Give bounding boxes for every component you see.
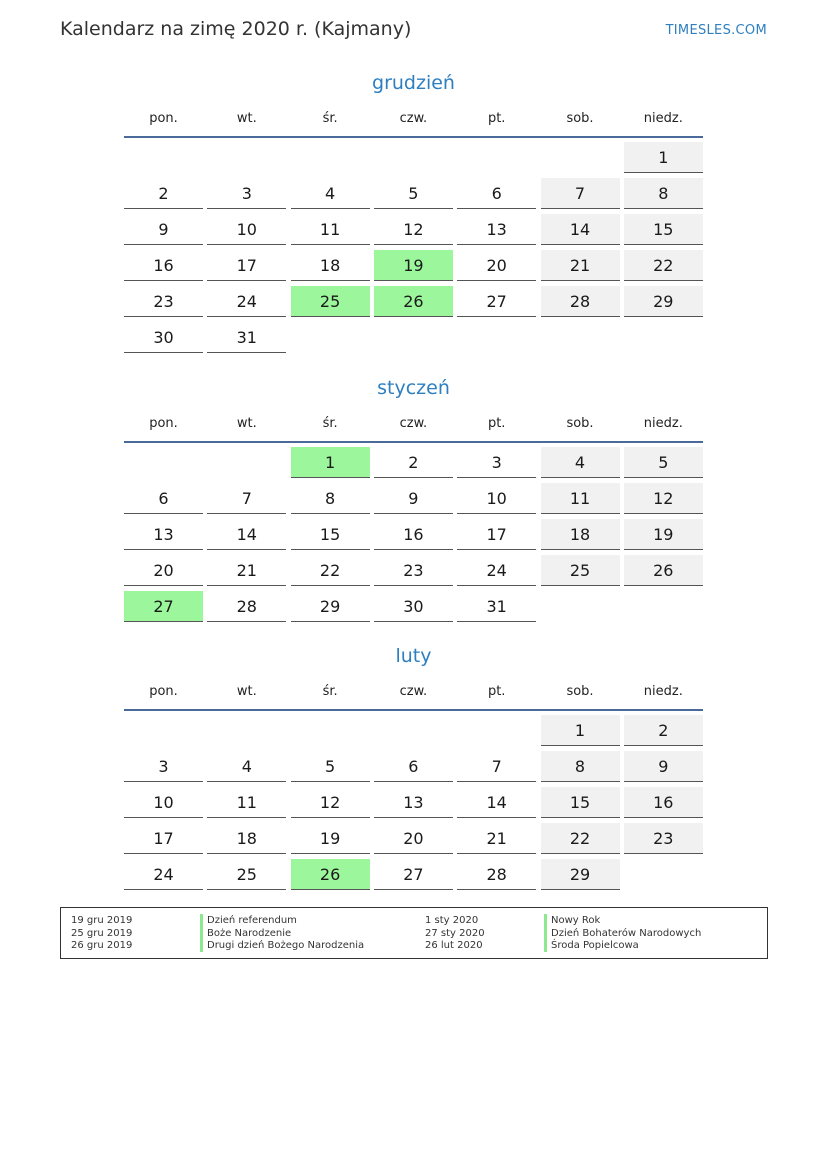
legend-item <box>71 927 411 940</box>
weekday-label: wt. <box>236 416 257 431</box>
day-cell: 9 <box>124 214 203 245</box>
weekday-label: niedz. <box>643 684 683 699</box>
weekday-label: śr. <box>322 684 338 699</box>
day-cell: 24 <box>457 555 536 586</box>
month-block <box>124 375 703 616</box>
day-cell: 13 <box>457 214 536 245</box>
weekday-label: czw. <box>399 416 428 431</box>
day-cell: 9 <box>374 483 453 514</box>
day-cell: 20 <box>124 555 203 586</box>
legend-holiday-name: Dzień referendum <box>200 914 297 927</box>
day-cell: 16 <box>624 787 703 818</box>
day-cell: 3 <box>457 447 536 478</box>
weekday-label: niedz. <box>643 111 683 126</box>
weekday-label: sob. <box>566 416 594 431</box>
day-cell: 22 <box>291 555 370 586</box>
day-cell: 15 <box>291 519 370 550</box>
month-name: styczeń <box>377 377 450 399</box>
day-cell: 21 <box>457 823 536 854</box>
day-cell: 17 <box>124 823 203 854</box>
day-cell: 10 <box>207 214 286 245</box>
day-cell: 9 <box>624 751 703 782</box>
weekday-label: niedz. <box>643 416 683 431</box>
month-name: luty <box>395 645 432 667</box>
day-cell: 21 <box>541 250 620 281</box>
legend-item <box>425 914 765 927</box>
day-cell: 14 <box>541 214 620 245</box>
legend-item <box>425 927 765 940</box>
day-cell: 4 <box>291 178 370 209</box>
day-cell: 12 <box>291 787 370 818</box>
weekday-header <box>124 407 703 443</box>
day-cell: 10 <box>124 787 203 818</box>
day-cell: 31 <box>457 591 536 622</box>
legend-item <box>71 914 411 927</box>
day-cell: 5 <box>624 447 703 478</box>
day-cell: 4 <box>541 447 620 478</box>
weekday-label: wt. <box>236 111 257 126</box>
day-cell: 13 <box>124 519 203 550</box>
weekday-label: pon. <box>149 111 178 126</box>
weekday-label: śr. <box>322 416 338 431</box>
legend-date: 25 gru 2019 <box>71 927 133 939</box>
weekday-label: pt. <box>487 684 506 699</box>
legend-date: 19 gru 2019 <box>71 915 133 926</box>
legend-date: 1 sty 2020 <box>425 915 479 926</box>
day-cell: 18 <box>291 250 370 281</box>
day-cell: 17 <box>207 250 286 281</box>
day-cell: 11 <box>291 214 370 245</box>
day-cell: 21 <box>207 555 286 586</box>
day-cell: 12 <box>374 214 453 245</box>
legend-date: 27 sty 2020 <box>425 927 485 939</box>
weekday-label: pt. <box>487 111 506 126</box>
site-link[interactable]: TIMESLES.COM <box>665 23 767 38</box>
day-cell: 28 <box>207 591 286 622</box>
day-cell: 2 <box>374 447 453 478</box>
day-cell: 26 <box>374 286 453 317</box>
legend-holiday-name: Środa Popielcowa <box>544 939 639 952</box>
day-cell: 23 <box>624 823 703 854</box>
day-cell: 5 <box>374 178 453 209</box>
day-cell: 24 <box>124 859 203 890</box>
day-cell: 6 <box>374 751 453 782</box>
day-cell: 6 <box>124 483 203 514</box>
day-cell: 6 <box>457 178 536 209</box>
day-cell: 18 <box>207 823 286 854</box>
day-cell: 3 <box>124 751 203 782</box>
day-cell: 4 <box>207 751 286 782</box>
day-cell: 11 <box>207 787 286 818</box>
day-cell: 18 <box>541 519 620 550</box>
legend-date: 26 lut 2020 <box>425 940 483 952</box>
weekday-header <box>124 675 703 711</box>
day-cell: 5 <box>291 751 370 782</box>
legend-item <box>425 939 765 952</box>
day-cell: 19 <box>624 519 703 550</box>
weekday-label: wt. <box>236 684 257 699</box>
weekday-label: czw. <box>399 111 428 126</box>
day-cell: 28 <box>457 859 536 890</box>
weekday-label: sob. <box>566 111 594 126</box>
weekday-label: pon. <box>149 684 178 699</box>
day-cell: 17 <box>457 519 536 550</box>
month-block <box>124 70 703 347</box>
day-cell: 1 <box>624 142 703 173</box>
day-cell: 23 <box>374 555 453 586</box>
weekday-label: pt. <box>487 416 506 431</box>
day-cell: 7 <box>541 178 620 209</box>
day-cell: 16 <box>124 250 203 281</box>
day-cell: 13 <box>374 787 453 818</box>
day-cell: 25 <box>291 286 370 317</box>
day-cell: 11 <box>541 483 620 514</box>
day-cell: 30 <box>374 591 453 622</box>
day-cell: 14 <box>457 787 536 818</box>
weekday-label: sob. <box>566 684 594 699</box>
day-cell: 19 <box>374 250 453 281</box>
day-cell: 8 <box>624 178 703 209</box>
weekday-header <box>124 102 703 138</box>
day-cell: 7 <box>207 483 286 514</box>
day-cell: 2 <box>624 715 703 746</box>
weekday-label: pon. <box>149 416 178 431</box>
day-cell: 25 <box>207 859 286 890</box>
day-cell: 29 <box>541 859 620 890</box>
legend-holiday-name: Nowy Rok <box>544 914 600 927</box>
day-cell: 1 <box>541 715 620 746</box>
day-cell: 31 <box>207 322 286 353</box>
weekday-label: czw. <box>399 684 428 699</box>
day-cell: 19 <box>291 823 370 854</box>
holiday-legend <box>60 907 768 959</box>
day-cell: 26 <box>624 555 703 586</box>
day-cell: 27 <box>457 286 536 317</box>
day-cell: 20 <box>374 823 453 854</box>
page-title: Kalendarz na zimę 2020 r. (Kajmany) <box>60 18 412 40</box>
day-cell: 8 <box>541 751 620 782</box>
legend-holiday-name: Dzień Bohaterów Narodowych <box>544 927 701 940</box>
day-cell: 3 <box>207 178 286 209</box>
legend-date: 26 gru 2019 <box>71 940 133 952</box>
month-name: grudzień <box>372 72 455 94</box>
day-cell: 1 <box>291 447 370 478</box>
day-cell: 15 <box>624 214 703 245</box>
day-cell: 26 <box>291 859 370 890</box>
day-cell: 7 <box>457 751 536 782</box>
day-cell: 20 <box>457 250 536 281</box>
day-cell: 14 <box>207 519 286 550</box>
day-cell: 30 <box>124 322 203 353</box>
day-cell: 15 <box>541 787 620 818</box>
day-cell: 10 <box>457 483 536 514</box>
day-cell: 2 <box>124 178 203 209</box>
day-cell: 27 <box>374 859 453 890</box>
day-cell: 28 <box>541 286 620 317</box>
weekday-label: śr. <box>322 111 338 126</box>
day-cell: 24 <box>207 286 286 317</box>
day-cell: 16 <box>374 519 453 550</box>
day-cell: 8 <box>291 483 370 514</box>
day-cell: 22 <box>541 823 620 854</box>
legend-item <box>71 939 411 952</box>
day-cell: 25 <box>541 555 620 586</box>
day-cell: 27 <box>124 591 203 622</box>
day-cell: 12 <box>624 483 703 514</box>
legend-holiday-name: Boże Narodzenie <box>200 927 291 940</box>
legend-holiday-name: Drugi dzień Bożego Narodzenia <box>200 939 364 952</box>
day-cell: 22 <box>624 250 703 281</box>
month-block <box>124 643 703 884</box>
day-cell: 29 <box>291 591 370 622</box>
day-cell: 23 <box>124 286 203 317</box>
day-cell: 29 <box>624 286 703 317</box>
